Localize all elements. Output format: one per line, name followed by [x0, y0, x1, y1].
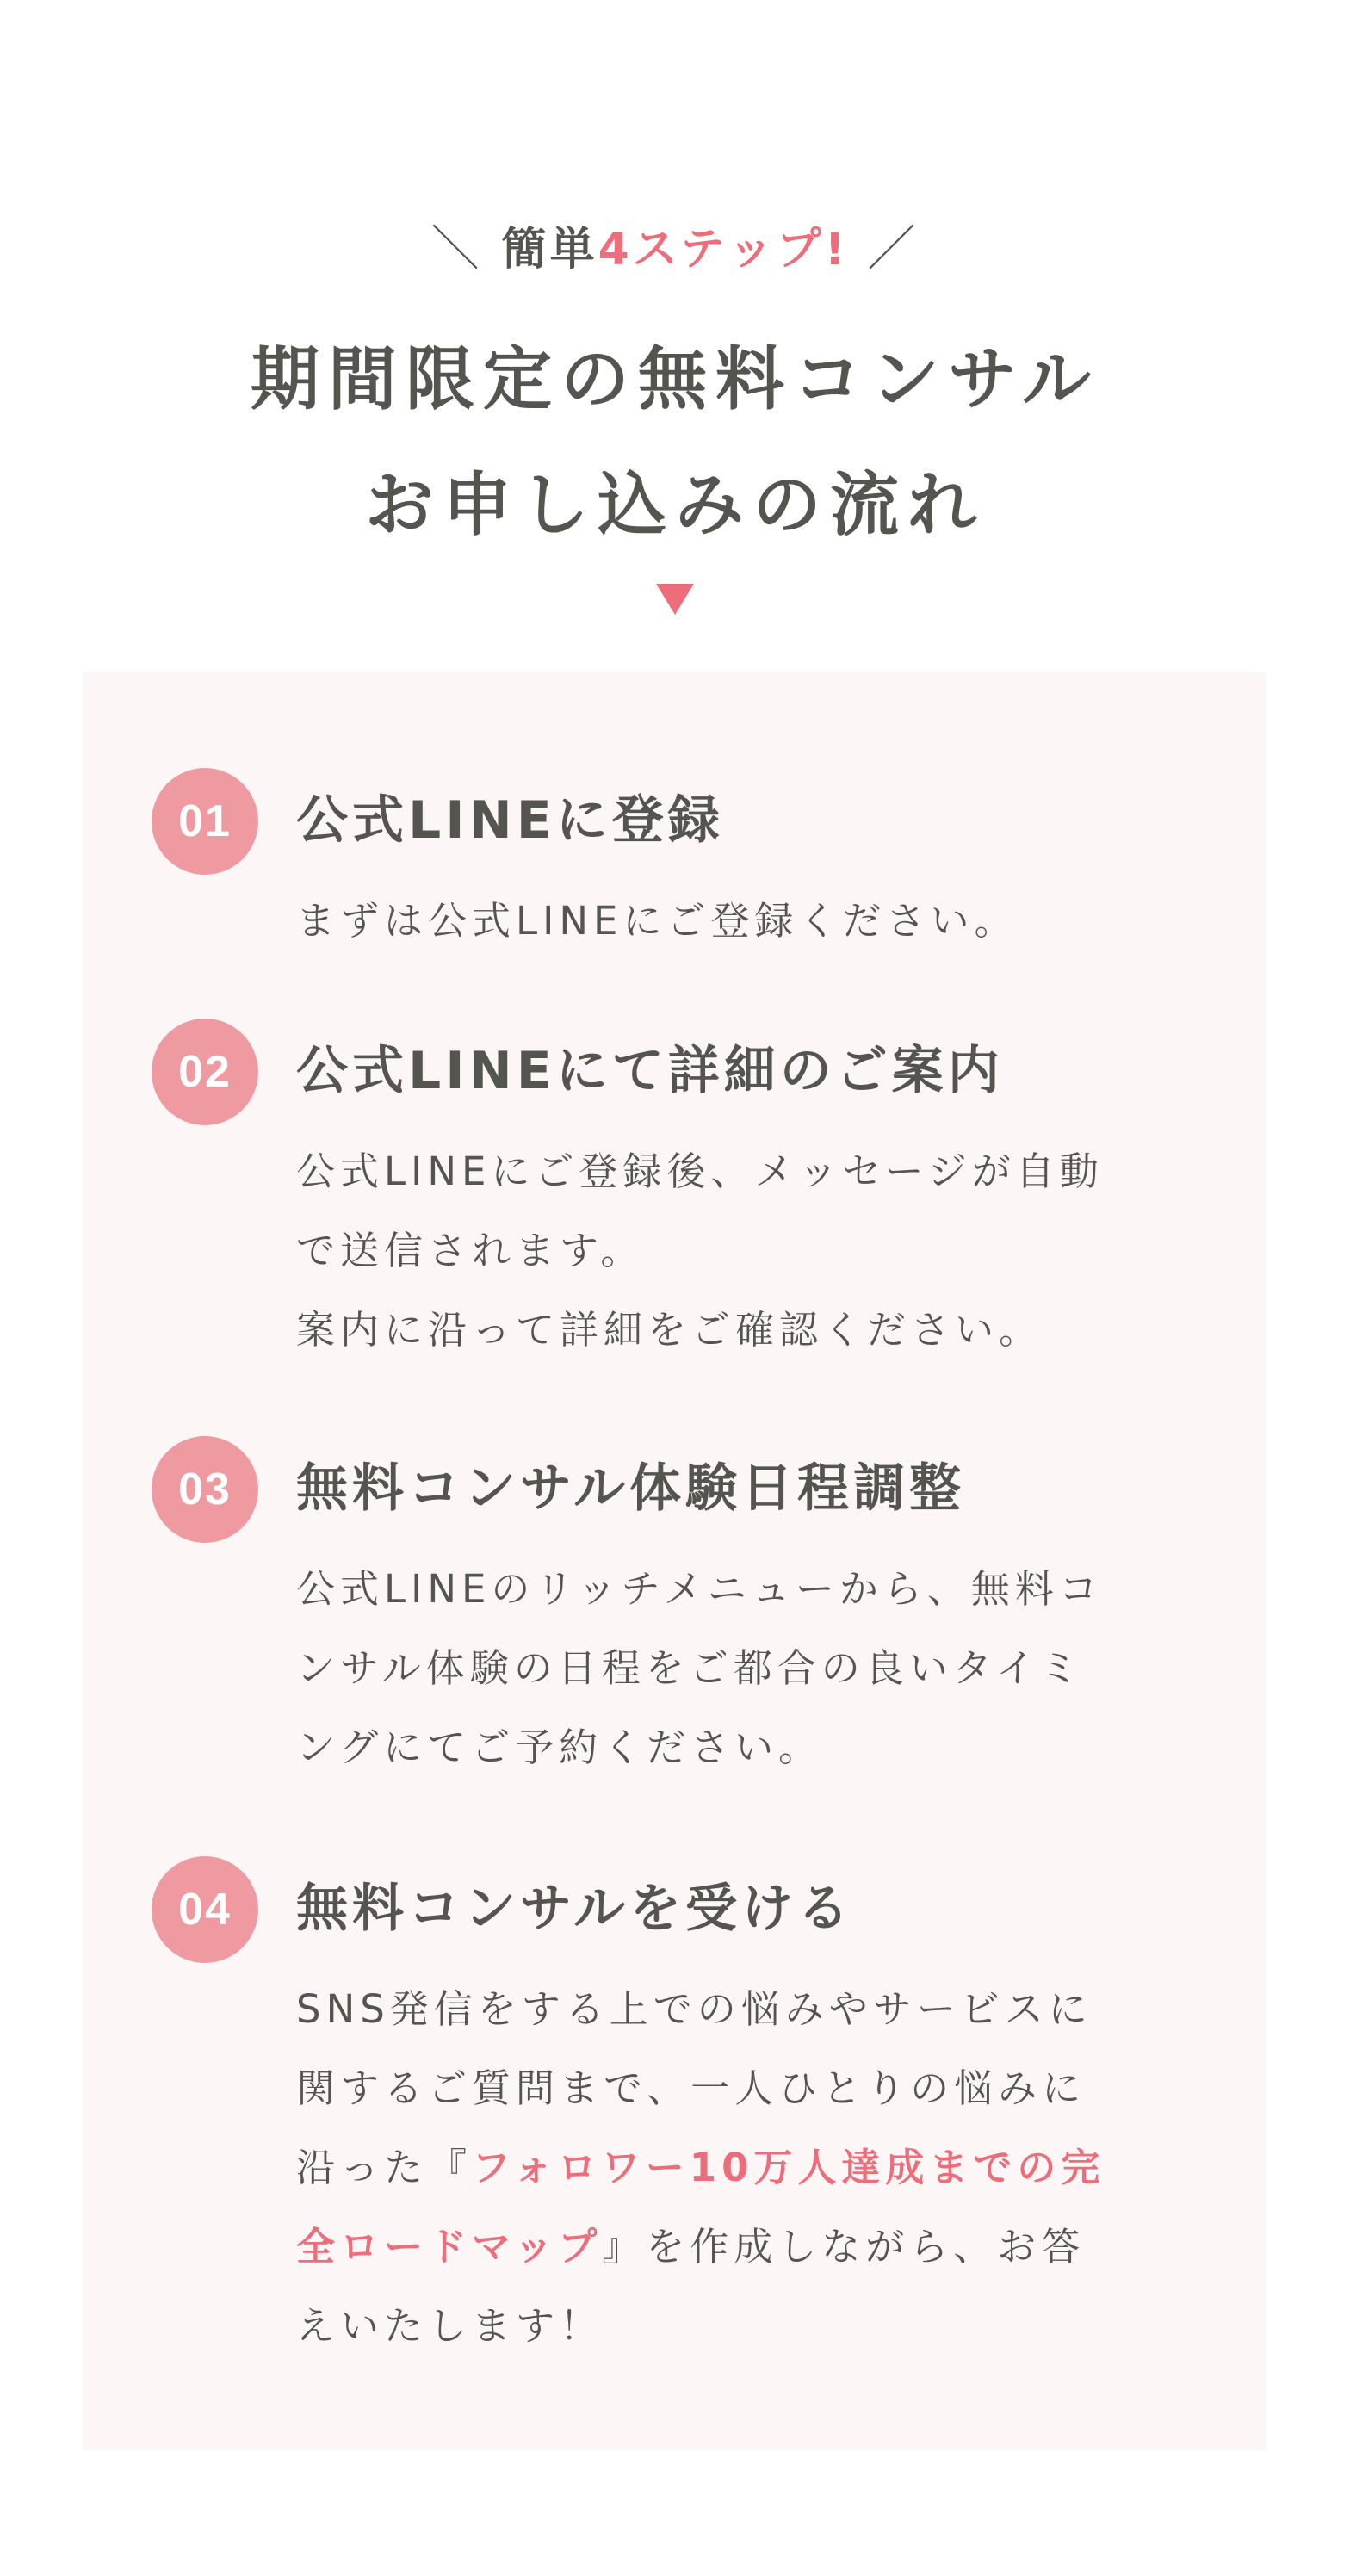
quote-open-text: 沿った『: [296, 2145, 473, 2190]
highlight-text: フォロワー10万人達成までの完: [472, 2145, 1105, 2190]
step-description-line: [296, 2128, 1209, 2208]
arrow-down-icon: [656, 584, 694, 615]
step-description-line: 公式LINEにご登録後、メッセージが自動: [296, 1149, 1104, 1194]
step-number-badge: 03: [152, 1436, 258, 1543]
slash-left: ＼: [430, 221, 483, 277]
step-description-line: で送信されます。: [296, 1228, 645, 1273]
step-description-line: 公式LINEのリッチメニューから、無料コ: [296, 1566, 1103, 1612]
step-description-line: えいたします！: [296, 2303, 604, 2349]
step-description: [296, 1132, 1209, 1370]
step-number-badge: 01: [152, 768, 258, 875]
step-number-badge: 04: [152, 1856, 258, 1963]
step-number-badge: 02: [152, 1019, 258, 1125]
steps-panel: [83, 672, 1266, 2450]
step-description: [296, 1970, 1209, 2366]
step-description-line: 案内に沿って詳細をご確認ください。: [296, 1307, 1043, 1353]
step-description-line: ンサル体験の日程をご都合の良いタイミ: [296, 1645, 1084, 1691]
step-description-line: SNS発信をする上での悩みやサービスに: [296, 1986, 1093, 2032]
step-description-line: ングにてご予約ください。: [296, 1725, 823, 1770]
step-description-line: 関するご質問まで、一人ひとりの悩みに: [296, 2065, 1087, 2111]
step-title: 無料コンサル体験日程調整: [296, 1458, 965, 1519]
step-description: [296, 882, 1209, 961]
page-title: [0, 317, 1350, 568]
slash-right: ／: [867, 221, 920, 277]
quote-close-text: 』を作成しながら、お答: [602, 2224, 1086, 2269]
eyebrow-prefix: 簡単: [501, 224, 598, 276]
step-description-line: [296, 2208, 1209, 2287]
title-line-2: お申し込みの流れ: [365, 465, 985, 545]
step-description-line: まずは公式LINEにご登録ください。: [296, 898, 1019, 944]
title-line-1: 期間限定の無料コンサル: [251, 339, 1099, 419]
step-description: [296, 1550, 1209, 1787]
step-title: 公式LINEに登録: [296, 790, 724, 851]
step-title: 公式LINEにて詳細のご案内: [296, 1041, 1004, 1101]
highlight-text: 全ロードマップ: [296, 2224, 603, 2269]
step-title: 無料コンサルを受ける: [296, 1879, 853, 1939]
eyebrow: [0, 215, 1350, 284]
eyebrow-accent: 4ステップ!: [598, 224, 849, 276]
